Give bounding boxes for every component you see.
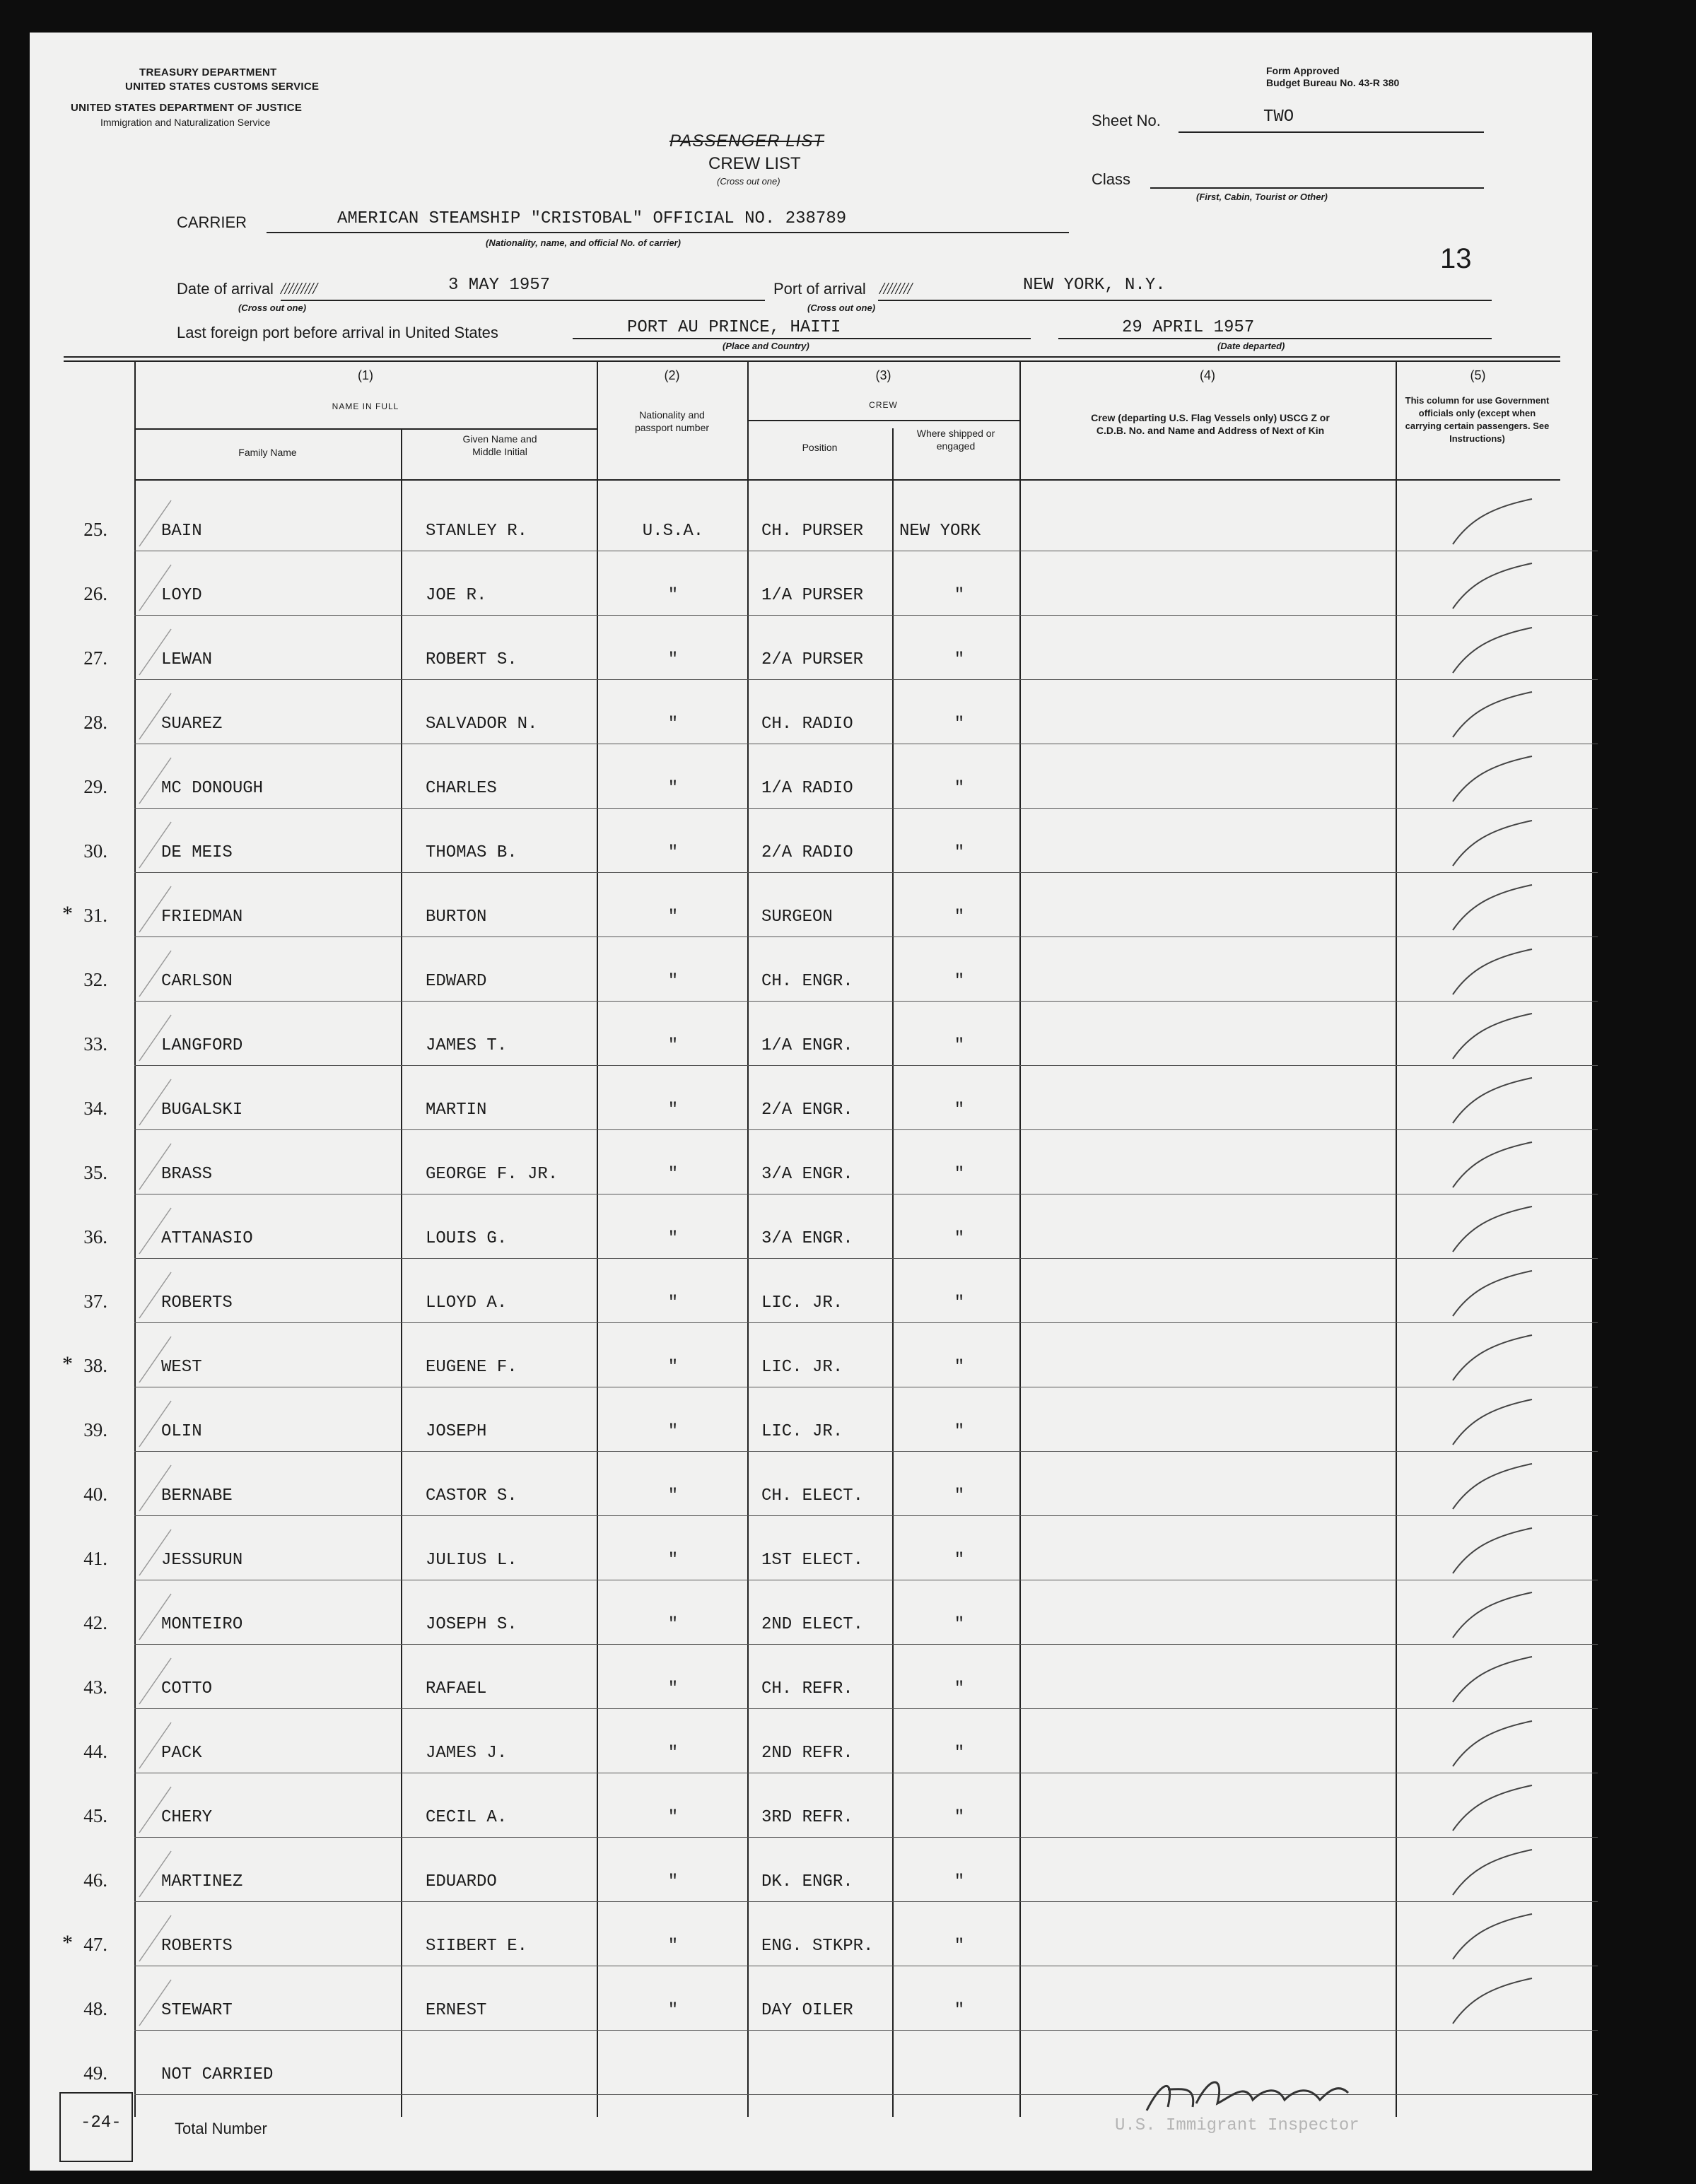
position: 1/A RADIO: [761, 779, 853, 798]
family-name: FRIEDMAN: [161, 908, 243, 927]
family-name: MC DONOUGH: [161, 779, 264, 798]
family-name-header: Family Name: [238, 447, 297, 458]
position: CH. REFR.: [761, 1679, 853, 1698]
tick-stroke-icon: [136, 1394, 178, 1450]
family-name: SUAREZ: [161, 715, 223, 734]
tick-stroke-icon: [136, 1844, 178, 1901]
row-divider: [134, 1837, 1598, 1838]
row-divider: [134, 872, 1598, 873]
row-number: 34.: [83, 1098, 107, 1119]
shipped-at: ": [954, 1486, 965, 1505]
row-number: 33.: [83, 1033, 107, 1055]
total-label: Total Number: [175, 2120, 267, 2137]
tick-stroke-icon: [136, 751, 178, 807]
row-number: 27.: [83, 647, 107, 669]
date-struck-out: /////////: [281, 280, 317, 298]
family-name: OLIN: [161, 1422, 202, 1441]
shipped-at: ": [954, 1872, 965, 1891]
shipped-at: ": [954, 1100, 965, 1120]
crew-list-title: CREW LIST: [708, 154, 801, 173]
tick-stroke-icon: [136, 1908, 178, 1965]
row-number: 37.: [83, 1291, 107, 1312]
inspector-stamp: U.S. Immigrant Inspector: [1115, 2116, 1359, 2135]
family-name: CHERY: [161, 1808, 213, 1827]
row-number: 42.: [83, 1612, 107, 1633]
row-number: 28.: [83, 712, 107, 733]
position: CH. RADIO: [761, 715, 853, 734]
check-mark-icon: [1447, 1780, 1539, 1836]
cross-out-note: (Cross out one): [717, 176, 780, 187]
tick-stroke-icon: [136, 622, 178, 679]
position: LIC. JR.: [761, 1358, 843, 1377]
shipped-at: ": [954, 972, 965, 991]
family-name: BUGALSKI: [161, 1100, 243, 1120]
position: 1/A PURSER: [761, 586, 864, 605]
shipped-at: ": [954, 1808, 965, 1827]
tick-stroke-icon: [136, 686, 178, 743]
shipped-at: ": [954, 586, 965, 605]
position-header: Position: [802, 442, 838, 453]
given-name: EDUARDO: [426, 1872, 497, 1891]
nationality: ": [667, 715, 679, 734]
government-use-header: This column for use Government officials only (except when carrying certain passengers. See Instructions): [1405, 395, 1550, 444]
class-label: Class: [1092, 170, 1131, 188]
date-arrival-label: Date of arrival: [177, 280, 274, 298]
row-number: 44.: [83, 1741, 107, 1762]
nationality: ": [667, 1293, 679, 1313]
given-name-header: Given Name and Middle Initial: [462, 433, 537, 457]
given-name: JAMES J.: [426, 1744, 508, 1763]
check-mark-icon: [1447, 1329, 1539, 1386]
row-divider: [134, 2030, 1598, 2031]
given-name: CASTOR S.: [426, 1486, 517, 1505]
family-name: MONTEIRO: [161, 1615, 243, 1634]
class-note: (First, Cabin, Tourist or Other): [1196, 192, 1328, 202]
shipped-at: ": [954, 1229, 965, 1248]
tick-stroke-icon: [136, 1201, 178, 1257]
shipped-at: ": [954, 650, 965, 669]
check-mark-icon: [1447, 879, 1539, 936]
nationality: U.S.A.: [642, 522, 704, 541]
shipped-at: ": [954, 1165, 965, 1184]
position: CH. ENGR.: [761, 972, 853, 991]
given-name: STANLEY R.: [426, 522, 528, 541]
check-mark-icon: [1447, 1265, 1539, 1322]
col3-number: (3): [875, 368, 891, 382]
tick-stroke-icon: [136, 1265, 178, 1322]
position: CH. PURSER: [761, 522, 864, 541]
next-of-kin-header: Crew (departing U.S. Flag Vessels only) USCG Z or C.D.B. No. and Name and Address of Next of Kin: [1091, 412, 1330, 436]
last-port-label: Last foreign port before arrival in United States: [177, 324, 498, 341]
family-name: BERNABE: [161, 1486, 233, 1505]
nationality: ": [667, 1486, 679, 1505]
tick-stroke-icon: [136, 1715, 178, 1772]
row-number: 41.: [83, 1548, 107, 1569]
family-name: CARLSON: [161, 972, 233, 991]
carrier-value: AMERICAN STEAMSHIP "CRISTOBAL" OFFICIAL NO. 238789: [337, 209, 847, 228]
col5-number: (5): [1470, 368, 1486, 382]
check-mark-icon: [1447, 622, 1539, 679]
row-divider: [134, 1001, 1598, 1002]
row-number: 39.: [83, 1419, 107, 1440]
given-name: CHARLES: [426, 779, 497, 798]
shipped-at: ": [954, 2001, 965, 2020]
dept-line-4: Immigration and Naturalization Service: [100, 117, 271, 128]
crew-header: CREW: [869, 400, 898, 410]
shipped-header: Where shipped or engaged: [916, 428, 995, 452]
position: 3/A ENGR.: [761, 1229, 853, 1248]
position: ENG. STKPR.: [761, 1937, 874, 1956]
given-name: EDWARD: [426, 972, 487, 991]
row-divider: [134, 1644, 1598, 1645]
check-mark-icon: [1447, 1072, 1539, 1129]
row-number: 35.: [83, 1162, 107, 1183]
port-struck-out: ////////: [879, 280, 912, 298]
position: LIC. JR.: [761, 1422, 843, 1441]
nationality-header: Nationality and passport number: [634, 409, 710, 433]
shipped-at: ": [954, 1744, 965, 1763]
nationality: ": [667, 1036, 679, 1055]
sheet-number: TWO: [1263, 107, 1294, 127]
position: 3RD REFR.: [761, 1808, 853, 1827]
given-name: LOUIS G.: [426, 1229, 508, 1248]
page-number: 13: [1440, 243, 1472, 274]
shipped-at: ": [954, 843, 965, 862]
port-arrival-label: Port of arrival: [773, 280, 866, 298]
given-name: RAFAEL: [426, 1679, 487, 1698]
row-number: 31.: [83, 905, 107, 926]
port-arrival-value: NEW YORK, N.Y.: [1023, 276, 1166, 295]
shipped-at: ": [954, 1293, 965, 1313]
given-name: JAMES T.: [426, 1036, 508, 1055]
position: DK. ENGR.: [761, 1872, 853, 1891]
tick-stroke-icon: [136, 1651, 178, 1708]
row-divider: [134, 1129, 1598, 1130]
date-departed-note: (Date departed): [1217, 341, 1285, 351]
nationality: ": [667, 843, 679, 862]
tick-stroke-icon: [136, 558, 178, 614]
family-name: STEWART: [161, 2001, 233, 2020]
given-name: CECIL A.: [426, 1808, 508, 1827]
shipped-at: ": [954, 1615, 965, 1634]
nationality: ": [667, 1422, 679, 1441]
date-note: (Cross out one): [238, 303, 307, 313]
given-name: GEORGE F. JR.: [426, 1165, 558, 1184]
row-number: 43.: [83, 1677, 107, 1698]
given-name: JOE R.: [426, 586, 487, 605]
check-mark-icon: [1447, 1844, 1539, 1901]
nationality: ": [667, 1165, 679, 1184]
family-name: BAIN: [161, 522, 202, 541]
row-asterisk: *: [62, 902, 73, 925]
col1-title: NAME IN FULL: [332, 401, 399, 411]
row-divider: [134, 1322, 1598, 1323]
nationality: ": [667, 1615, 679, 1634]
row-number: 26.: [83, 583, 107, 604]
tick-stroke-icon: [136, 815, 178, 871]
tick-stroke-icon: [136, 1329, 178, 1386]
row-divider: [134, 615, 1598, 616]
check-mark-icon: [1447, 558, 1539, 614]
shipped-at: ": [954, 1422, 965, 1441]
nationality: ": [667, 1229, 679, 1248]
shipped-at: ": [954, 1937, 965, 1956]
row-divider: [134, 1708, 1598, 1709]
row-divider: [134, 1065, 1598, 1066]
shipped-at: ": [954, 1551, 965, 1570]
position: 3/A ENGR.: [761, 1165, 853, 1184]
position: 2/A RADIO: [761, 843, 853, 862]
check-mark-icon: [1447, 1008, 1539, 1064]
row-number: 48.: [83, 1998, 107, 2019]
given-name: LLOYD A.: [426, 1293, 508, 1313]
tick-stroke-icon: [136, 493, 178, 550]
given-name: BURTON: [426, 908, 487, 927]
position: 1/A ENGR.: [761, 1036, 853, 1055]
family-name: COTTO: [161, 1679, 213, 1698]
tick-stroke-icon: [136, 1780, 178, 1836]
position: 2/A PURSER: [761, 650, 864, 669]
check-mark-icon: [1447, 1522, 1539, 1579]
given-name: SIIBERT E.: [426, 1937, 528, 1956]
given-name: EUGENE F.: [426, 1358, 517, 1377]
check-mark-icon: [1447, 493, 1539, 550]
family-name: PACK: [161, 1744, 202, 1763]
row-number: 36.: [83, 1226, 107, 1247]
check-mark-icon: [1447, 1908, 1539, 1965]
nationality: ": [667, 972, 679, 991]
row-divider: [134, 679, 1598, 680]
row-number: 30.: [83, 840, 107, 862]
nationality: ": [667, 1937, 679, 1956]
nationality: ": [667, 2001, 679, 2020]
family-name: BRASS: [161, 1165, 213, 1184]
nationality: ": [667, 779, 679, 798]
check-mark-icon: [1447, 1458, 1539, 1515]
nationality: ": [667, 1679, 679, 1698]
total-value: -24-: [81, 2113, 122, 2132]
row-number: 47.: [83, 1934, 107, 1955]
tick-stroke-icon: [136, 1522, 178, 1579]
family-name: NOT CARRIED: [161, 2065, 274, 2084]
shipped-at: NEW YORK: [899, 522, 981, 541]
form-approved: Form Approved: [1266, 65, 1340, 76]
row-asterisk: *: [62, 1931, 73, 1954]
nationality: ": [667, 1808, 679, 1827]
dept-line-1: TREASURY DEPARTMENT: [139, 66, 277, 78]
family-name: ROBERTS: [161, 1937, 233, 1956]
check-mark-icon: [1447, 1394, 1539, 1450]
nationality: ": [667, 1872, 679, 1891]
tick-stroke-icon: [136, 879, 178, 936]
family-name: WEST: [161, 1358, 202, 1377]
position: SURGEON: [761, 908, 833, 927]
row-asterisk: *: [62, 1352, 73, 1375]
row-number: 25.: [83, 519, 107, 540]
family-name: LEWAN: [161, 650, 213, 669]
position: CH. ELECT.: [761, 1486, 864, 1505]
nationality: ": [667, 1551, 679, 1570]
given-name: ROBERT S.: [426, 650, 517, 669]
position: 2ND ELECT.: [761, 1615, 864, 1634]
family-name: ROBERTS: [161, 1293, 233, 1313]
family-name: LOYD: [161, 586, 202, 605]
date-arrival-value: 3 MAY 1957: [448, 276, 551, 295]
row-number: 40.: [83, 1484, 107, 1505]
budget-bureau: Budget Bureau No. 43-R 380: [1266, 77, 1400, 88]
nationality: ": [667, 1100, 679, 1120]
nationality: ": [667, 650, 679, 669]
row-number: 32.: [83, 969, 107, 990]
dept-line-3: UNITED STATES DEPARTMENT OF JUSTICE: [71, 102, 303, 114]
position: DAY OILER: [761, 2001, 853, 2020]
check-mark-icon: [1447, 686, 1539, 743]
date-departed-value: 29 APRIL 1957: [1122, 318, 1255, 337]
given-name: JOSEPH S.: [426, 1615, 517, 1634]
given-name: JULIUS L.: [426, 1551, 517, 1570]
check-mark-icon: [1447, 1137, 1539, 1193]
check-mark-icon: [1447, 751, 1539, 807]
tick-stroke-icon: [136, 1008, 178, 1064]
row-divider: [134, 1451, 1598, 1452]
last-port-note: (Place and Country): [723, 341, 809, 351]
given-name: THOMAS B.: [426, 843, 517, 862]
position: 2ND REFR.: [761, 1744, 853, 1763]
row-divider: [134, 1515, 1598, 1516]
shipped-at: ": [954, 908, 965, 927]
carrier-label: CARRIER: [177, 213, 247, 231]
row-number: 29.: [83, 776, 107, 797]
check-mark-icon: [1447, 1715, 1539, 1772]
check-mark-icon: [1447, 1587, 1539, 1643]
tick-stroke-icon: [136, 1458, 178, 1515]
row-number: 46.: [83, 1869, 107, 1891]
check-mark-icon: [1447, 1973, 1539, 2029]
family-name: JESSURUN: [161, 1551, 243, 1570]
given-name: ERNEST: [426, 2001, 487, 2020]
shipped-at: ": [954, 1036, 965, 1055]
row-number: 45.: [83, 1805, 107, 1826]
given-name: SALVADOR N.: [426, 715, 538, 734]
crew-list-form: [30, 33, 1592, 2171]
family-name: ATTANASIO: [161, 1229, 253, 1248]
nationality: ": [667, 1744, 679, 1763]
family-name: MARTINEZ: [161, 1872, 243, 1891]
col2-number: (2): [664, 368, 680, 382]
row-divider: [134, 808, 1598, 809]
shipped-at: ": [954, 715, 965, 734]
given-name: JOSEPH: [426, 1422, 487, 1441]
row-divider: [134, 1258, 1598, 1259]
shipped-at: ": [954, 1358, 965, 1377]
family-name: DE MEIS: [161, 843, 233, 862]
tick-stroke-icon: [136, 1137, 178, 1193]
tick-stroke-icon: [136, 1973, 178, 2029]
shipped-at: ": [954, 1679, 965, 1698]
check-mark-icon: [1447, 1651, 1539, 1708]
position: 1ST ELECT.: [761, 1551, 864, 1570]
tick-stroke-icon: [136, 1072, 178, 1129]
col1-number: (1): [358, 368, 373, 382]
nationality: ": [667, 586, 679, 605]
sheet-label: Sheet No.: [1092, 112, 1161, 129]
check-mark-icon: [1447, 1201, 1539, 1257]
position: 2/A ENGR.: [761, 1100, 853, 1120]
row-number: 38.: [83, 1355, 107, 1376]
nationality: ": [667, 1358, 679, 1377]
family-name: LANGFORD: [161, 1036, 243, 1055]
check-mark-icon: [1447, 944, 1539, 1000]
shipped-at: ": [954, 779, 965, 798]
dept-line-2: UNITED STATES CUSTOMS SERVICE: [125, 81, 320, 93]
last-port-value: PORT AU PRINCE, HAITI: [627, 318, 841, 337]
given-name: MARTIN: [426, 1100, 487, 1120]
check-mark-icon: [1447, 815, 1539, 871]
row-number: 49.: [83, 2062, 107, 2084]
tick-stroke-icon: [136, 1587, 178, 1643]
carrier-note: (Nationality, name, and official No. of carrier): [486, 237, 681, 248]
col4-number: (4): [1200, 368, 1215, 382]
nationality: ": [667, 908, 679, 927]
position: LIC. JR.: [761, 1293, 843, 1313]
port-note: (Cross out one): [807, 303, 876, 313]
row-divider: [134, 1901, 1598, 1902]
tick-stroke-icon: [136, 944, 178, 1000]
passenger-list-crossed: PASSENGER LIST: [669, 131, 824, 151]
